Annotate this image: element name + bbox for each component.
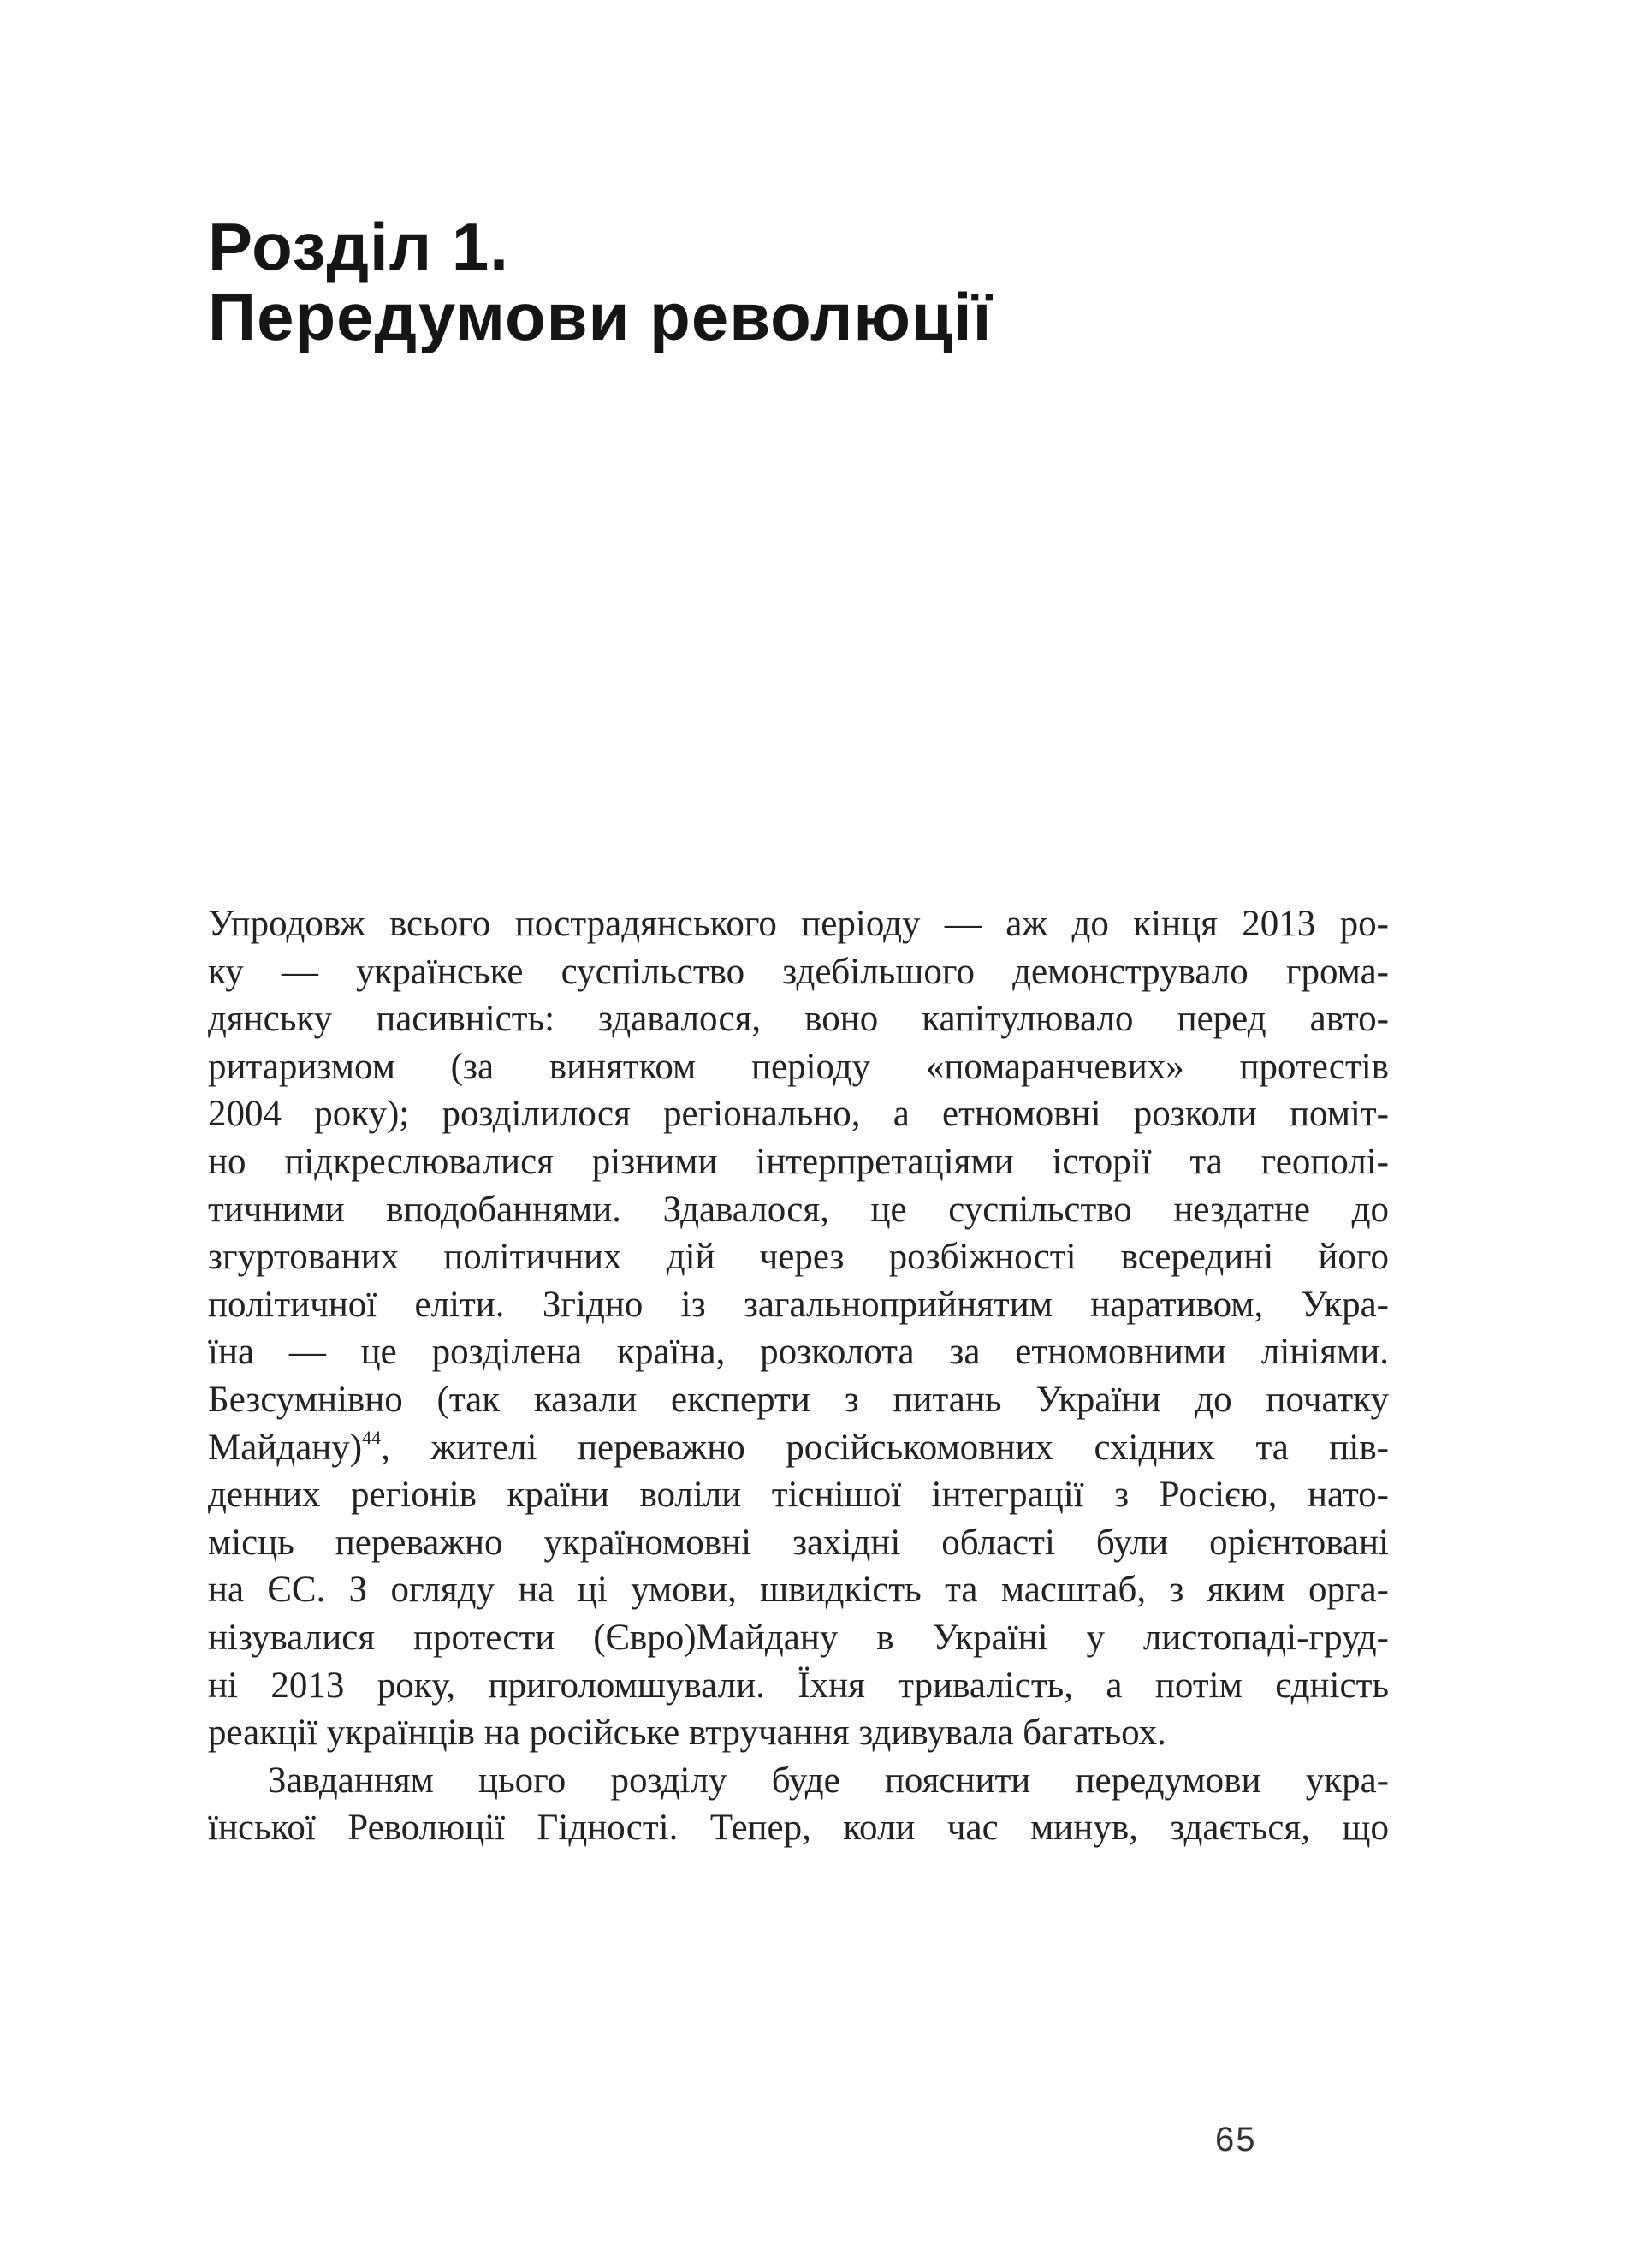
text-line: 2004 року); розділилося регіонально, а етномовні розколи поміт- (208, 1094, 1389, 1135)
text-line: нізувалися протести (Євро)Майдану в Україні у листопаді-груд- (208, 1617, 1389, 1658)
text-line: ні 2013 року, приголомшували. Їхня тривалість, а потім єдність (208, 1665, 1389, 1706)
text-fragment: Майдану) (208, 1427, 363, 1468)
chapter-title-number: Розділ 1. (208, 209, 509, 284)
text-line: реакції українців на російське втручання здивувала багатьох. (208, 1713, 1166, 1754)
text-line: згуртованих політичних дій через розбіжності всередині його (208, 1237, 1389, 1278)
text-line-with-footnote (208, 1424, 1389, 1472)
text-line: дянську пасивність: здавалося, воно капітулювало перед авто- (208, 999, 1389, 1040)
text-line: на ЄС. З огляду на ці умови, швидкість та масштаб, з яким орга- (208, 1570, 1389, 1611)
footnote-reference[interactable]: 44 (362, 1426, 382, 1448)
text-line: ритаризмом (за винятком періоду «помаранчевих» протестів (208, 1046, 1389, 1087)
page-number: 65 (1215, 2121, 1257, 2158)
text-fragment: , жителі переважно російськомовних східних та пів- (381, 1427, 1389, 1468)
text-line: ку — українське суспільство здебільшого демонструвало грома- (208, 951, 1389, 992)
text-line: Завданням цього розділу буде пояснити передумови укра- (268, 1760, 1389, 1801)
text-line: їнської Революції Гідності. Тепер, коли час минув, здається, що (208, 1808, 1389, 1849)
body-text (208, 900, 1389, 1852)
text-line: політичної еліти. Згідно із загальноприйнятим наративом, Укра- (208, 1284, 1389, 1325)
text-line: но підкреслювалися різними інтерпретаціями історії та геополі- (208, 1141, 1389, 1182)
text-line: Безсумнівно (так казали експерти з питань України до початку (208, 1379, 1389, 1420)
text-line: Упродовж всього пострадянського періоду — аж до кінця 2013 ро- (208, 904, 1389, 944)
text-line: денних регіонів країни воліли тіснішої інтеграції з Росією, нато- (208, 1475, 1389, 1516)
text-line: їна — це розділена країна, розколота за етномовними лініями. (208, 1332, 1389, 1373)
text-line: тичними вподобаннями. Здавалося, це суспільство нездатне до (208, 1189, 1389, 1230)
chapter-title: Передумови революції (208, 279, 993, 354)
text-line: місць переважно україномовні західні області були орієнтовані (208, 1522, 1389, 1563)
